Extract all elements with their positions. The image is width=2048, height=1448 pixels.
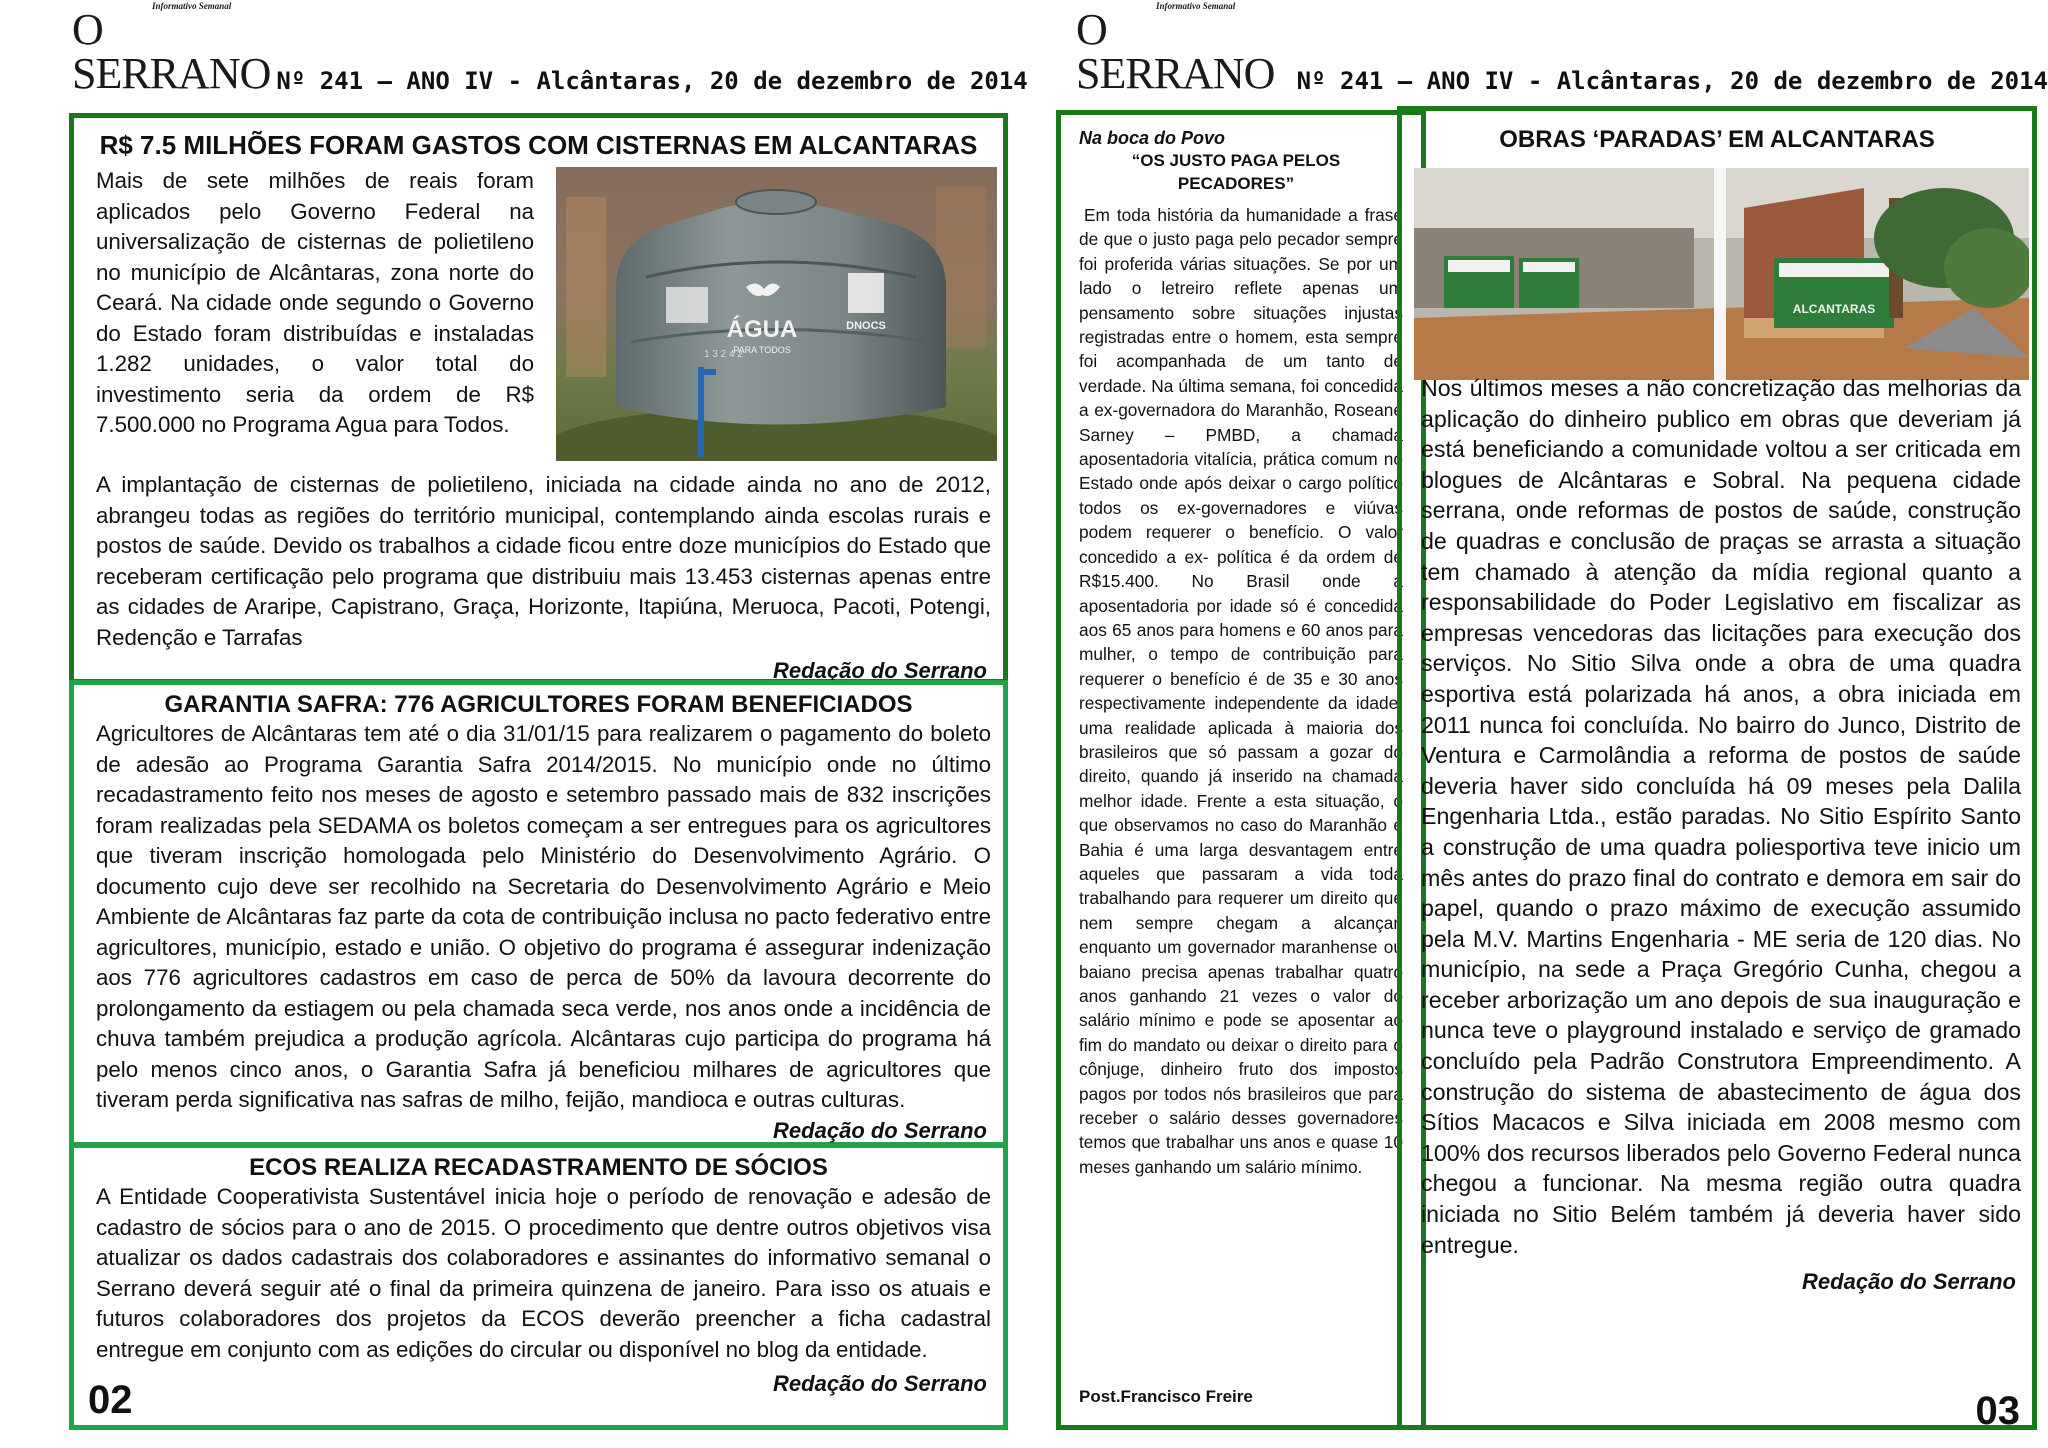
cistern-dnocs-text: DNOCS <box>846 320 886 332</box>
article-body: Agricultores de Alcântaras tem até o dia 31/01/15 para realizarem o pagamento do boleto de adesão ao Programa Garantia Safra 2014/2015. No município onde no último recadastramento feito nos meses de agosto e setembro passado mais de 832 inscrições foram realizadas pela SEDAMA os boletos começam a ser entregues para os agricultores que tiveram inscrição homologada pelo Ministério do Desenvolvimento Agrário. O documento cujo deve ser recolhido na Secretaria do Desenvolvimento Agrário e Meio Ambiente de Alcântaras faz parte da cota de contribuição inclusa no pacto federativo entre agricultores, município, estado e união. O objetivo do programa é assegurar indenização aos 776 agricultores cadastros em caso de perca de 50% da lavoura decorrente do prolongamento da estiagem ou pela chamada seca verde, nos anos onde a incidência de chuva também prejudica a produção agrícola. Alcântaras cujo participa do programa há pelo menos cinco anos, o Garantia Safra já beneficiou milhares de agricultores que tiveram perda significativa nas safras de milho, feijão, mandioca e outras culturas. <box>96 721 991 1112</box>
column-author: Post.Francisco Freire <box>1079 1387 1253 1406</box>
column-section: Na boca do Povo <box>1079 128 1226 148</box>
cistern-brand-text: ÁGUA <box>726 316 798 343</box>
logo-tagline: Informativo Semanal <box>1156 1 1236 11</box>
article-garantia-safra <box>69 680 1008 1147</box>
article-signature: Redação do Serrano <box>773 658 987 683</box>
cistern-photo <box>556 167 997 461</box>
article-headline: R$ 7.5 MILHÕES FORAM GASTOS COM CISTERNAS EM ALCANTARAS <box>99 130 978 160</box>
newspaper-logo <box>72 1 271 98</box>
logo-tagline: Informativo Semanal <box>152 1 232 11</box>
article-obras-paradas <box>1397 106 2037 1433</box>
article-signature: Redação do Serrano <box>773 1371 987 1396</box>
logo-text: O SERRANO <box>1076 5 1275 98</box>
issue-line: Nº 241 – ANO IV - Alcântaras, 20 de dezembro de 2014 <box>276 67 1028 95</box>
issue-line: Nº 241 – ANO IV - Alcântaras, 20 de dezembro de 2014 <box>1296 67 2048 95</box>
article-body: A implantação de cisternas de polietileno, iniciada na cidade ainda no ano de 2012, abrangeu todas as regiões do território municipal, contemplando ainda escolas rurais e postos de saúde. Devido os trabalhos a cidade ficou entre doze municípios do Estado que receberam certificação pelo programa que distribuiu mais 13.453 cisternas apenas entre as cidades de Araripe, Capistrano, Graça, Horizonte, Itapiúna, Meruoca, Pacoti, Potengi, Redenção e Tarrafas <box>96 472 991 650</box>
column-na-boca-do-povo <box>1056 110 1426 1430</box>
article-signature: Redação do Serrano <box>773 1118 987 1143</box>
obras-sign-text: ALCANTARAS <box>1792 302 1876 316</box>
article-body: Nos últimos meses a não concretização das melhorias da aplicação do dinheiro publico em obras que deveriam já está beneficiando a comunidade voltou a ser criticada em blogues de Alcântaras e Sobral. Na pequena cidade serrana, onde reformas de postos de saúde, construção de quadras e conclusão de praças se arrasta a situação tem chamado à atenção da mídia regional quanto a responsabilidade do Poder Legislativo em fiscalizar as empresas vencedoras das licitações para execução dos serviços. No Sitio Silva onde a obra de uma quadra esportiva está polarizada há anos, a obra iniciada em 2011 nunca foi concluída. No bairro do Junco, Distrito de Ventura e Carmolândia a reforma de postos de saúde deveria haver sido concluída há 09 meses pela Dalila Engenharia Ltda., estão paradas. No Sitio Espírito Santo a construção de uma quadra poliesportiva teve inicio um mês antes do prazo final do contrato e demora em sair do papel, quando o prazo máximo de execução assumido pela M.V. Martins Engenharia - ME seria de 120 dias. No município, na sede a Praça Gregório Cunha, chegou a receber arborização um ano depois de sua inauguração e nunca teve o playground instalado e serviço de gramado concluído pela Padrão Construtora Empreendimento. A construção do sistema de abastecimento de água dos Sítios Macacos e Silva iniciada em 2008 mesmo com 100% dos recursos liberados pelo Governo Federal nunca chegou a funcionar. Na mesma região outra quadra iniciada no Sitio Belém também já deveria haver sido entregue. <box>1421 375 2021 1258</box>
cistern-illustration <box>556 167 997 461</box>
article-body: A Entidade Cooperativista Sustentável inicia hoje o período de renovação e adesão de cadastro de sócios para o ano de 2015. O procedimento que dentre outros objetivos visa atualizar os dados cadastrais dos colaboradores e assinantes do informativo semanal o Serrano deverá seguir até o final da primeira quinzena de janeiro. Para isso os atuais e futuros colaboradores dos projetos da ECOS deverão preencher a ficha cadastral entregue em conjunto com as edições do circular ou disponível no blog da entidade. <box>96 1184 991 1362</box>
article-headline: OBRAS ‘PARADAS’ EM ALCANTARAS <box>1499 126 1935 153</box>
article-signature: Redação do Serrano <box>1802 1269 2016 1294</box>
column-body: Em toda história da humanidade a frase de que o justo paga pelo pecador sempre foi proferida várias situações. Se por um lado o letreiro reflete apenas um pensamento sobre situações injustas registradas entre o homem, esta sempre foi acompanhada de um tanto de verdade. Na última semana, foi concedida a ex-governadora do Maranhão, Roseane Sarney – PMBD, a chamada aposentadoria vitalícia, prática comum no Estado onde após deixar o cargo político todos os ex-governadores e viúvas podem requerer o benefício. O valor concedido a ex- política é da ordem de R$15.400. No Brasil onde a aposentadoria por idade só é concedida aos 65 anos para homens e 60 anos para mulher, o tempo de contribuição para requerer o benefício é de 35 e 30 anos respectivamente independente da idade, uma realidade aplicada à maioria dos brasileiros que só passam a gozar do direito, quando já inserido na chamada melhor idade. Frente a esta situação, o que observamos no caso do Maranhão e Bahia é uma larga desvantagem entre aqueles que passaram a vida toda trabalhando para requerer um direito que nem sempre chegam a alcançar, enquanto um governador maranhense ou baiano precisa apenas trabalhar quatro anos ganhando 21 vezes o valor do salário mínimo e pode se aposentar ao fim do mandato ou deixar o direito para o cônjuge, dinheiro fruto dos impostos pagos por todos nós brasileiros que para receber o salário desses governadores temos que trabalhar uns anos e quase 10 meses ganhando um salário mínimo. <box>1079 205 1403 1177</box>
article-ecos <box>69 1143 1008 1430</box>
construction-illustration <box>1414 168 2029 380</box>
column-headline: “OS JUSTO PAGA PELOS PECADORES” <box>1131 151 1341 193</box>
article-cisternas <box>69 113 1008 684</box>
logo-text: O SERRANO <box>72 5 271 98</box>
article-lead: Mais de sete milhões de reais foram aplicados pelo Governo Federal na universalização de cisternas de polietileno no município de Alcântaras, zona norte do Ceará. Na cidade onde segundo o Governo do Estado foram distribuídas e instaladas 1.282 unidades, o valor total do investimento seria da ordem de R$ 7.500.000 no Programa Agua para Todos. <box>96 168 534 437</box>
obras-photo <box>1414 168 2029 380</box>
article-headline: GARANTIA SAFRA: 776 AGRICULTORES FORAM BENEFICIADOS <box>164 691 913 718</box>
masthead-right <box>1076 1 2048 98</box>
page-number: 03 <box>1975 1389 2020 1433</box>
newspaper-logo <box>1076 1 1291 98</box>
page-number: 02 <box>88 1378 133 1422</box>
cistern-serial-text: 1 3 2 4 2 <box>704 349 743 360</box>
masthead-left <box>72 1 1028 98</box>
right-page <box>1024 0 2048 1448</box>
cistern-sub-text: PARA TODOS <box>733 345 791 355</box>
article-headline: ECOS REALIZA RECADASTRAMENTO DE SÓCIOS <box>249 1154 828 1181</box>
